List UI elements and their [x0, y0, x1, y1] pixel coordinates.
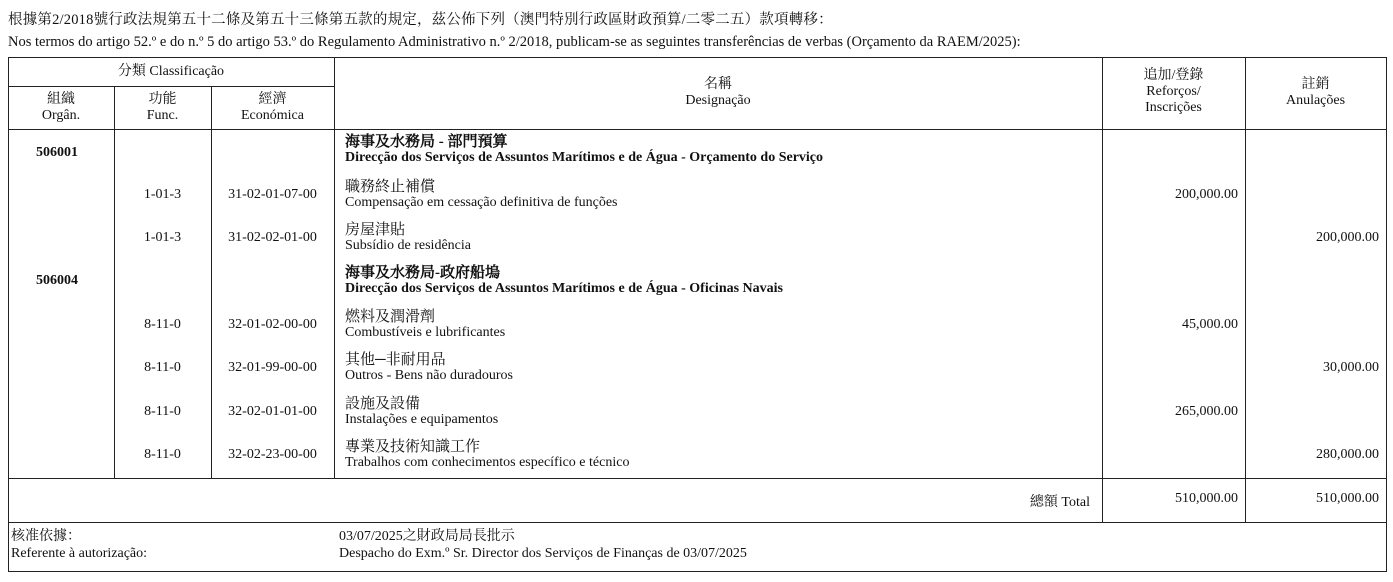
authorization-value-zh: 03/07/2025之財政局局長批示 [339, 529, 515, 544]
designation-pt: Compensação em cessação definitiva de funções [345, 195, 618, 210]
economica-code: 31-02-01-07-00 [228, 187, 317, 202]
reforcos-header-pt-line1: Reforços/ [1146, 84, 1201, 99]
table-top-border [8, 57, 1387, 58]
authorization-value-pt: Despacho do Exm.º Sr. Director dos Serviços de Finanças de 03/07/2025 [339, 546, 747, 561]
designation-zh: 燃料及潤滑劑 [345, 309, 436, 325]
economica-header-zh: 經濟 [258, 92, 287, 107]
authorization-label-pt: Referente à autorização: [11, 546, 148, 561]
designation-pt: Combustíveis e lubrificantes [345, 325, 506, 340]
designation-pt: Direcção dos Serviços de Assuntos Marítimos e de Água - Oficinas Navais [345, 281, 783, 296]
designation-zh: 房屋津貼 [345, 222, 406, 238]
transfer-table [8, 57, 1387, 572]
designation-pt: Direcção dos Serviços de Assuntos Marítimos e de Água - Orçamento do Serviço [345, 150, 824, 165]
economica-code: 31-02-02-01-00 [228, 230, 317, 245]
row-designation [345, 179, 618, 211]
designation-zh: 職務終止補償 [345, 179, 436, 195]
designacao-header [334, 77, 1102, 109]
reforco-amount: 45,000.00 [1182, 317, 1238, 332]
designation-pt: Trabalhos com conhecimentos específico e técnico [345, 455, 630, 470]
total-anulacao: 510,000.00 [1316, 491, 1379, 506]
reforco-amount: 265,000.00 [1175, 404, 1238, 419]
organica-header-pt: Orgân. [41, 108, 81, 123]
classification-header-divider [8, 86, 334, 87]
reforcos-header [1102, 68, 1245, 116]
designation-zh: 專業及技術知識工作 [345, 439, 481, 455]
economica-code: 32-02-01-01-00 [228, 404, 317, 419]
reforcos-header-pt-line2: Inscrições [1145, 100, 1202, 115]
total-label: 總額 Total [1029, 495, 1090, 510]
funcional-code: 8-11-0 [144, 360, 181, 375]
designation-zh: 設施及設備 [345, 396, 421, 412]
designation-zh: 海事及水務局 - 部門預算 [345, 134, 508, 150]
economica-header [211, 92, 334, 124]
anulacao-amount: 280,000.00 [1316, 447, 1379, 462]
row-designation [345, 309, 505, 341]
authorization-reference [339, 528, 747, 562]
total-bottom-border [8, 522, 1387, 523]
funcional-code: 8-11-0 [144, 317, 181, 332]
designation-zh: 海事及水務局-政府船塢 [345, 265, 500, 281]
intro-text-portuguese: Nos termos do artigo 52.º e do n.º 5 do artigo 53.º do Regulamento Administrativo n.º 2/2018, publicam-se as seguintes transferências de verbas (Orçamento da RAEM/2025): [8, 34, 1021, 50]
designation-pt: Subsídio de residência [345, 238, 471, 253]
designacao-header-zh: 名稱 [704, 77, 732, 92]
designation-zh: 其他─非耐用品 [345, 352, 446, 368]
funcional-code: 8-11-0 [144, 404, 181, 419]
organica-header-zh: 組織 [47, 92, 75, 107]
section-designation [345, 265, 783, 297]
body-bottom-border [8, 478, 1387, 479]
designation-pt: Instalações e equipamentos [345, 412, 499, 427]
authorization-label [11, 528, 147, 562]
designacao-header-pt: Designação [685, 93, 751, 108]
organica-code: 506001 [36, 145, 78, 160]
economica-code: 32-01-99-00-00 [228, 360, 317, 375]
funcional-header-pt: Func. [146, 108, 179, 123]
authorization-label-zh: 核准依據： [11, 529, 81, 544]
table-left-border [8, 57, 9, 572]
anulacoes-header [1245, 77, 1386, 109]
table-right-border [1386, 57, 1387, 572]
row-designation [345, 396, 498, 428]
table-bottom-border [8, 571, 1387, 572]
organica-code: 506004 [36, 273, 78, 288]
intro-text-chinese: 根據第2/2018號行政法規第五十二條及第五十三條第五款的規定，茲公佈下列（澳門特別行政區財政預算/二零二五）款項轉移： [8, 12, 833, 28]
economica-code: 32-01-02-00-00 [228, 317, 317, 332]
designation-pt: Outros - Bens não duradouros [345, 368, 513, 383]
row-designation [345, 222, 471, 254]
economica-header-pt: Económica [241, 108, 304, 123]
funcional-code: 8-11-0 [144, 447, 181, 462]
funcional-header-zh: 功能 [148, 92, 177, 107]
anulacoes-header-pt: Anulações [1285, 93, 1346, 108]
row-designation [345, 352, 513, 384]
section-designation [345, 134, 823, 166]
funcional-code: 1-01-3 [143, 230, 182, 245]
classification-header: 分類 Classificação [117, 64, 225, 79]
header-bottom-border [8, 129, 1387, 130]
total-reforco: 510,000.00 [1175, 491, 1238, 506]
anulacao-amount: 200,000.00 [1316, 230, 1379, 245]
reforcos-header-zh: 追加/登錄 [1143, 68, 1204, 83]
economica-column-divider [334, 57, 335, 478]
reforco-amount: 200,000.00 [1175, 187, 1238, 202]
organica-header [8, 92, 114, 124]
funcional-code: 1-01-3 [143, 187, 182, 202]
economica-code: 32-02-23-00-00 [228, 447, 317, 462]
anulacoes-header-zh: 註銷 [1301, 77, 1330, 92]
designacao-column-divider [1102, 57, 1103, 522]
funcional-header [114, 92, 211, 124]
anulacao-amount: 30,000.00 [1323, 360, 1379, 375]
row-designation [345, 439, 629, 471]
